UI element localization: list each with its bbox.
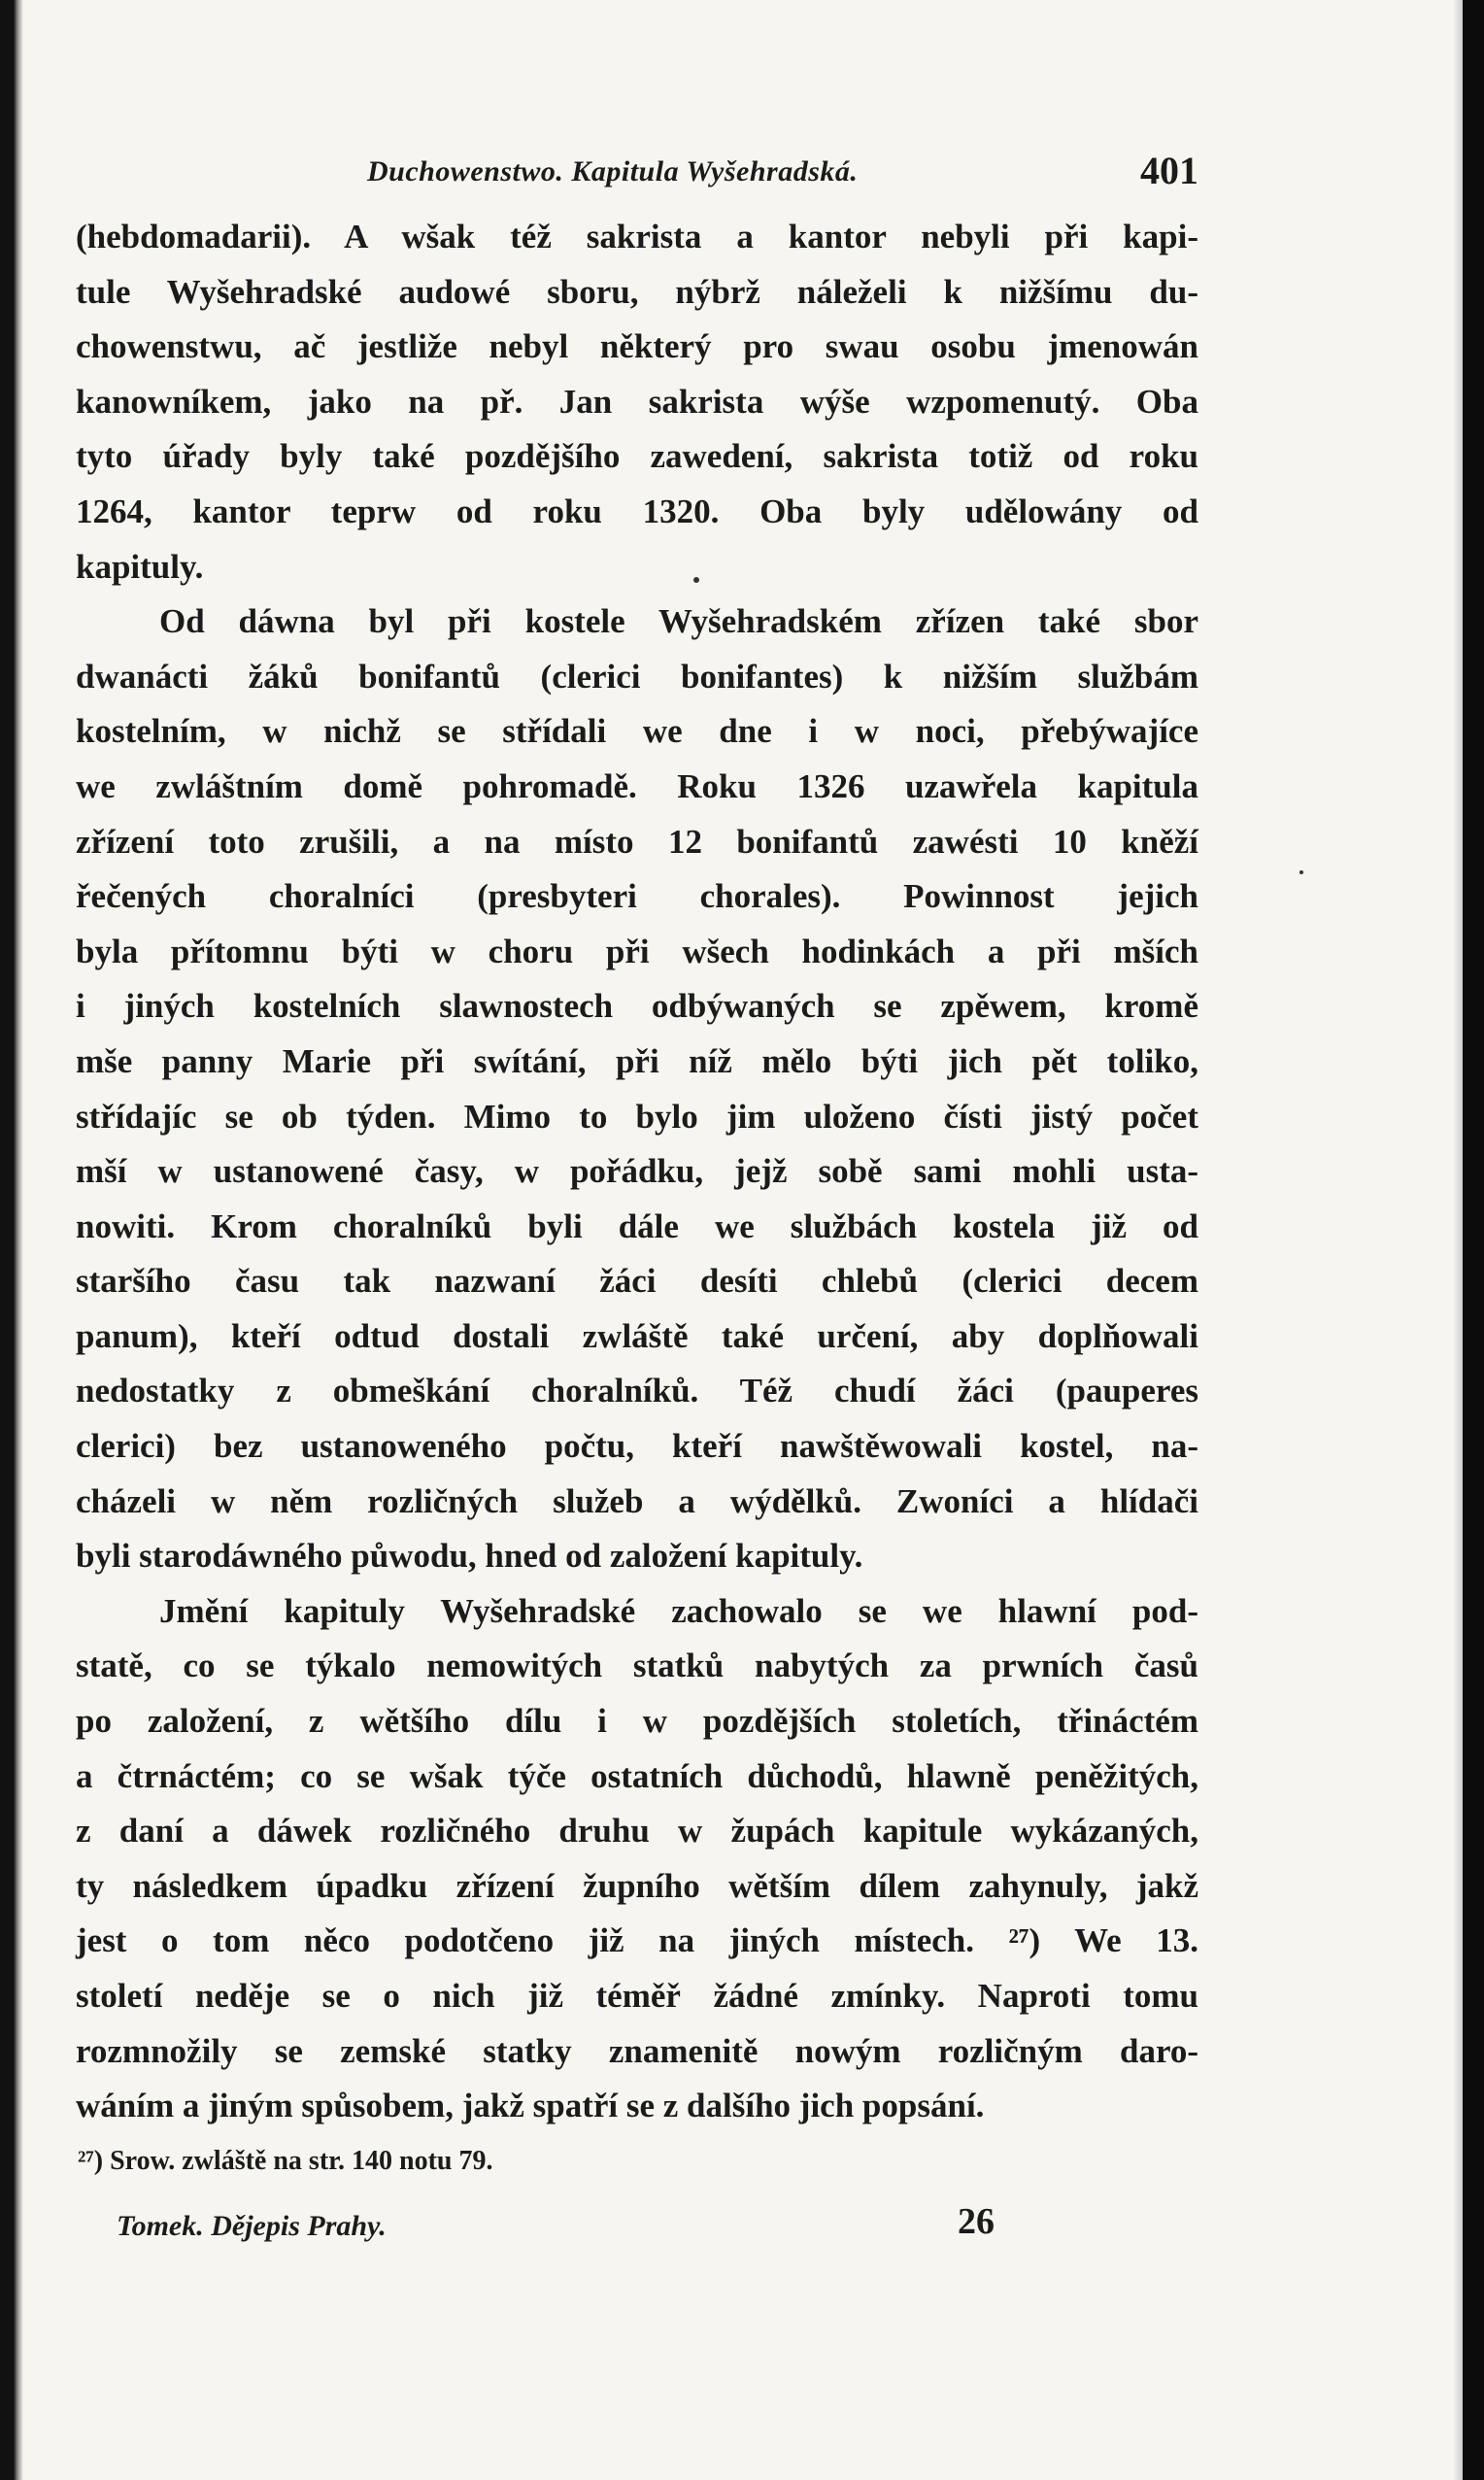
right-edge-shadow [1453,0,1463,2480]
text-line: nowiti. Krom choralníků byli dále we službách kostela již od [76,1206,1198,1245]
book-page [76,146,1198,2259]
text-line: we zwláštním domě pohromadě. Roku 1326 uzawřela kapitula [76,766,1198,805]
text-line: z daní a dáwek rozličného druhu w župách kapitule wykázaných, [76,1812,1198,1851]
text-line: řečených choralníci (presbyteri chorales). Powinnost jejich [76,877,1198,916]
running-title: Duchowenstwo. Kapitula Wyšehradská. [367,155,859,187]
text-line: ty následkem úpadku zřízení župního wětším dílem zahynuly, jakž [76,1866,1198,1905]
text-line: kostelním, w nichž se střídali we dne i w noci, přebýwajíce [76,712,1198,751]
text-line: po založení, z wětšího dílu i w pozdějších stoletích, třináctém [76,1702,1198,1741]
text-line: mše panny Marie při swítání, při níž mělo býti jich pět toliko, [76,1041,1198,1080]
text-line: nedostatky z obmeškání choralníků. Též chudí žáci (pauperes [76,1372,1198,1410]
text-line: i jiných kostelních slawnostech odbýwaných se zpěwem, kromě [76,987,1198,1026]
signature-mark: Tomek. Dějepis Prahy. [117,2209,387,2242]
text-line: chowenstwu, ač jestliže nebyl některý pro swau osobu jmenowán [76,327,1198,366]
text-line: 1264, kantor teprw od roku 1320. Oba byly udělowány od [76,492,1198,530]
text-line: byla přítomnu býti w choru při wšech hodinkách a při mších [76,932,1198,970]
paragraph [76,210,1198,595]
text-line: kanowníkem, jako na př. Jan sakrista wýše wzpomenutý. Oba [76,382,1198,421]
text-line: panum), kteří odtud dostali zwláště také určení, aby doplňowali [76,1316,1198,1355]
text-line: jest o tom něco podotčeno již na jiných místech. ²⁷) We 13. [76,1921,1198,1960]
text-line: rozmnožily se zemské statky znamenitě nowým rozličným daro- [76,2031,1198,2070]
text-line: cházeli w něm rozličných služeb a wýdělků. Zwoníci a hlídači [76,1481,1198,1520]
paragraph [76,595,1198,1584]
text-line: clerici) bez ustanoweného počtu, kteří nawštěwowali kostel, na- [76,1427,1198,1466]
text-line: staršího času tak nazwaní žáci desíti chlebů (clerici decem [76,1262,1198,1301]
text-line: tule Wyšehradské audowé sboru, nýbrž náleželi k nižšímu du- [76,272,1198,311]
text-line: Jmění kapituly Wyšehradské zachowalo se we hlawní pod- [159,1591,1198,1630]
text-line: Od dáwna byl při kostele Wyšehradském zřízen také sbor [159,602,1198,641]
paragraph [76,1584,1198,2134]
page-footer [76,2200,1198,2259]
text-line: dwanácti žáků bonifantů (clerici bonifantes) k nižším službám [76,657,1198,696]
text-line: a čtrnáctém; co se wšak týče ostatních důchodů, hlawně peněžitých, [76,1756,1198,1795]
text-line: wáním a jiným spůsobem, jakž spatří se z dalšího jich popsání. [76,2087,985,2125]
text-line: byli starodáwného půwodu, hned od založení kapituly. [76,1537,863,1576]
signature-number: 26 [958,2200,995,2242]
text-line: kapituly. [76,547,204,586]
text-line: mší w ustanowené časy, w pořádku, jejž sobě sami mohli usta- [76,1152,1198,1191]
left-scan-edge [0,0,23,2480]
page-number: 401 [1140,149,1198,192]
body-text [76,210,1198,2134]
right-scan-edge [1463,0,1484,2480]
running-head [76,146,1198,210]
speck [1299,870,1303,874]
text-line: zřízení toto zrušili, a na místo 12 bonifantů zawésti 10 kněží [76,822,1198,861]
text-line: statě, co se týkalo nemowitých statků nabytých za prwních časů [76,1647,1198,1685]
text-line: (hebdomadarii). A wšak též sakrista a kantor nebyli při kapi- [76,218,1198,255]
text-line: století neděje se o nich již téměř žádné zmínky. Naproti tomu [76,1977,1198,2015]
text-line: tyto úřady byly také pozdějšího zawedení, sakrista totiž od roku [76,437,1198,476]
footnote: ²⁷) Srow. zwláště na str. 140 notu 79. [78,2145,493,2176]
text-line: střídajíc se ob týden. Mimo to bylo jim uloženo čísti jistý počet [76,1097,1198,1136]
